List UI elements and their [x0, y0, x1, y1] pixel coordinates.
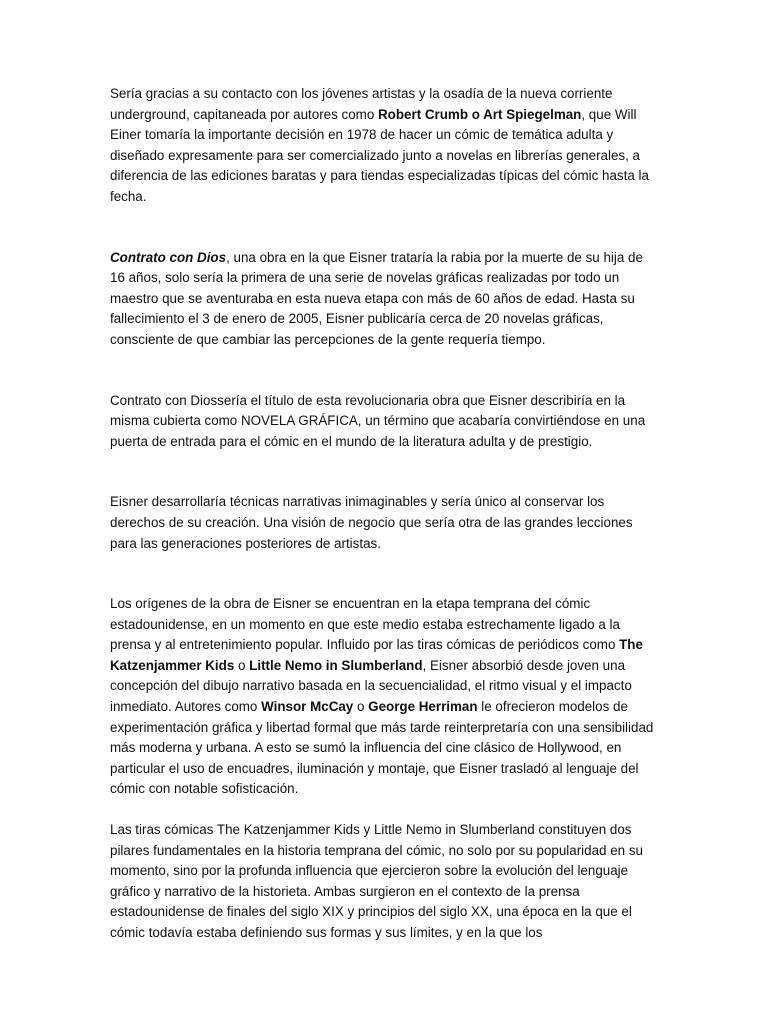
text-run: Los orígenes de la obra de Eisner se encuentran en la etapa temprana del cómic estadounidense, en un momento en que este medio estaba estrechamente ligado a la prensa y al entretenimiento popular. Influido por las tiras cómicas de periódicos como [110, 596, 620, 653]
text-run: , una obra en la que Eisner trataría la rabia por la muerte de su hija de 16 años, solo sería la primera de una serie de novelas gráficas realizadas por todo un maestro que se aventuraba en esta nueva etapa con más de 60 años de edad. Hasta su fallecimiento el 3 de enero de 2005, Eisner publicaría cerca de 20 novelas gráficas, consciente de que cambiar las percepciones de la gente requería tiempo. [110, 249, 643, 347]
text-run: o [353, 699, 369, 715]
text-run: , Eisner absorbió desde joven una concepción del dibujo narrativo basada en la secuencialidad, el ritmo visual y el impacto inmediato. Autores como [110, 657, 632, 715]
text-run: le ofrecieron modelos de experimentación gráfica y libertad formal que más tarde reinterpretaría con una sensibilidad más moderna y urbana. A esto se sumó la influencia del cine clásico de Hollywood, en particular el uso de encuadres, iluminación y montaje, que Eisner trasladó al lenguaje del cómic con notable sofisticación. [110, 699, 654, 797]
paragraph-4 [110, 492, 660, 554]
emphasized-title: Contrato con Dios [110, 249, 227, 265]
text-run: Las tiras cómicas The Katzenjammer Kids y Little Nemo in Slumberland constituyen dos pilares fundamentales en la historia temprana del cómic, no solo por su popularidad en su momento, sino por la profunda influencia que ejercieron sobre la evolución del lenguaje gráfico y narrativo de la historieta. Ambas surgieron en el contexto de la prensa estadounidense de finales del siglo XIX y principios del siglo XX, una época en la que el cómic todavía estaba definiendo sus formas y sus límites, y en la que los [110, 822, 643, 940]
text-run: Contrato con Diossería el título de esta revolucionaria obra que Eisner describiría en la misma cubierta como NOVELA GRÁFICA, un término que acabaría convirtiéndose en una puerta de entrada para el cómic en el mundo de la literatura adulta y de prestigio. [110, 392, 646, 449]
bold-name: George Herriman [368, 699, 478, 715]
bold-italic-span [110, 250, 226, 265]
bold-name: The Katzenjammer Kids [110, 637, 643, 673]
bold-name: Robert Crumb o Art Spiegelman [378, 106, 582, 122]
text-run: Eisner desarrollaría técnicas narrativas inimaginables y sería único al conservar los derechos de su creación. Una visión de negocio que sería otra de las grandes lecciones para las generaciones posteriores de artistas. [110, 494, 633, 551]
paragraph-3 [110, 391, 660, 453]
paragraph-2 [110, 248, 660, 351]
text-run: o [234, 657, 250, 673]
paragraph-spacer [110, 800, 660, 820]
paragraph-spacer [110, 452, 660, 492]
paragraph-spacer [110, 554, 660, 594]
document-page [110, 84, 660, 944]
paragraph-6 [110, 820, 660, 944]
text-run: , que Will Einer tomaría la importante decisión en 1978 de hacer un cómic de temática adulta y diseñado expresamente para ser comercializado junto a novelas en librerías generales, a diferencia de las ediciones baratas y para tiendas especializadas típicas del cómic hasta la fecha. [110, 106, 649, 204]
bold-name: Little Nemo in Slumberland [249, 657, 423, 673]
text-run: Sería gracias a su contacto con los jóvenes artistas y la osadía de la nueva corriente underground, capitaneada por autores como [110, 86, 613, 122]
paragraph-1 [110, 84, 660, 208]
paragraph-spacer [110, 208, 660, 248]
bold-name: Winsor McCay [261, 699, 354, 715]
paragraph-spacer [110, 351, 660, 391]
paragraph-5 [110, 594, 660, 800]
